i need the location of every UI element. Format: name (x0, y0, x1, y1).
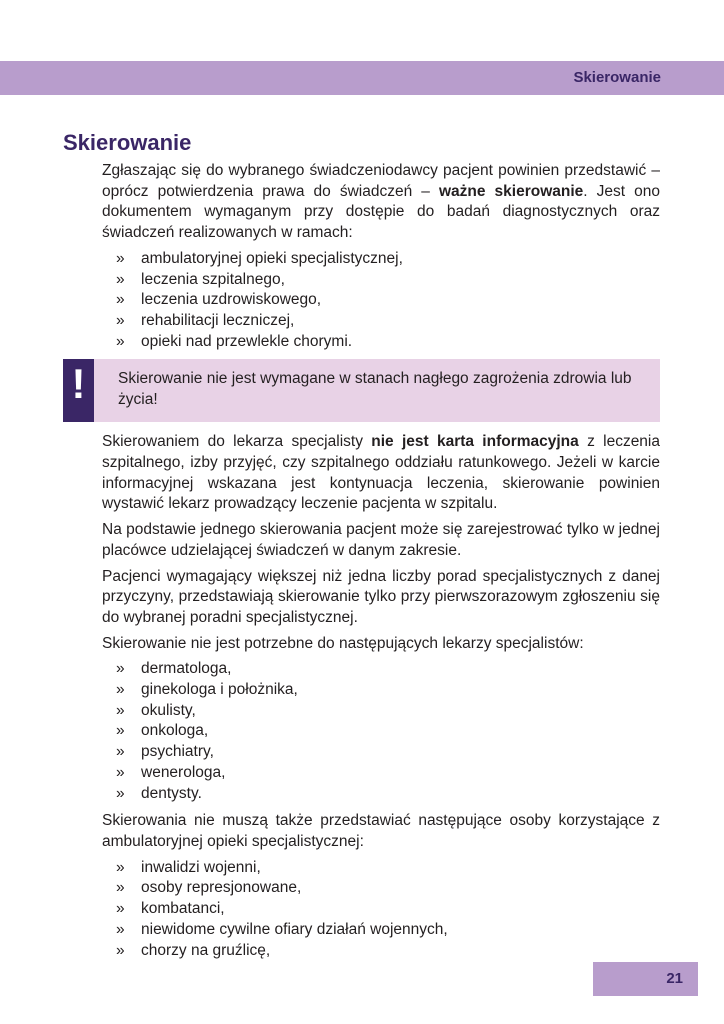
paragraph-repeated-visits: Pacjenci wymagający większej niż jedna liczby porad specjalistycznych z danej przyczyny, przedstawiają skierowanie tylko przy pierwszorazowym zgłoszeniu się do wybranej poradni specjalistycznej. (102, 567, 660, 626)
warning-note-box (63, 359, 660, 422)
list-item: » dentysty. (116, 784, 660, 805)
list-item: » chorzy na gruźlicę, (116, 941, 660, 962)
section-title: Skierowanie (63, 130, 192, 155)
paragraph-no-referral-specialists: Skierowanie nie jest potrzebne do następujących lekarzy specjalistów: (102, 634, 584, 652)
para2-bold-phrase: nie jest karta informacyjna (371, 433, 579, 451)
running-header-title: Skierowanie (573, 69, 661, 86)
header-band (0, 61, 724, 95)
list-item: » leczenia szpitalnego, (116, 270, 660, 291)
page-content (71, 161, 660, 968)
list-item: » osoby represjonowane, (116, 878, 660, 899)
para2-text-before: Skierowaniem do lekarza specjalisty (102, 433, 372, 451)
exclamation-icon: ! (63, 359, 94, 422)
list-item: » onkologa, (116, 721, 660, 742)
page-number-box (593, 962, 698, 996)
paragraph-single-referral: Na podstawie jednego skierowania pacjent może się zarejestrować tylko w jednej placówce udzielającej świadczeń w danym zakresie. (102, 521, 660, 559)
list-item: » ginekologa i położnika, (116, 680, 660, 701)
specialists-list (102, 659, 660, 804)
intro-text-before: Zgłaszając się do wybranego świadczeniodawcy pacjent powinien przedstawić – oprócz potwierdzenia prawa do świadczeń – (102, 162, 660, 200)
list-item: » leczenia uzdrowiskowego, (116, 290, 660, 311)
intro-paragraph (102, 161, 660, 244)
intro-bold-phrase: ważne skierowanie (438, 182, 584, 200)
paragraph-exempt-persons: Skierowania nie muszą także przedstawiać następujące osoby korzystające z ambulatoryjnej opieki specjalistycznej: (102, 812, 660, 850)
list-item: » okulisty, (116, 701, 660, 722)
list-item: » rehabilitacji leczniczej, (116, 311, 660, 332)
list-item: » opieki nad przewlekle chorymi. (116, 332, 660, 353)
list-item: » niewidome cywilne ofiary działań wojennych, (116, 920, 660, 941)
referral-scope-list (102, 249, 660, 353)
list-item: » wenerologa, (116, 763, 660, 784)
warning-note-text: Skierowanie nie jest wymagane w stanach nagłego zagrożenia zdrowia lub życia! (118, 370, 632, 409)
list-item: » kombatanci, (116, 899, 660, 920)
exempt-persons-list (102, 858, 660, 962)
para2-text-after: z leczenia szpitalnego, izby przyjęć, czy szpitalnego oddziału ratunkowego. Jeżeli w karcie informacyjnej wskazana jest kontynuacja leczenia, skierowanie powinien wystawić lekarz prowadzący leczenie pacjenta w szpitalu. (102, 433, 660, 513)
page-number: 21 (666, 970, 683, 987)
list-item: » inwalidzi wojenni, (116, 858, 660, 879)
list-item: » dermatologa, (116, 659, 660, 680)
list-item: » ambulatoryjnej opieki specjalistycznej, (116, 249, 660, 270)
list-item: » psychiatry, (116, 742, 660, 763)
intro-text-after: . Jest ono dokumentem wymaganym przy dostępie do badań diagnostycznych oraz świadczeń realizowanych w ramach: (102, 182, 660, 242)
paragraph-information-card (102, 432, 660, 515)
